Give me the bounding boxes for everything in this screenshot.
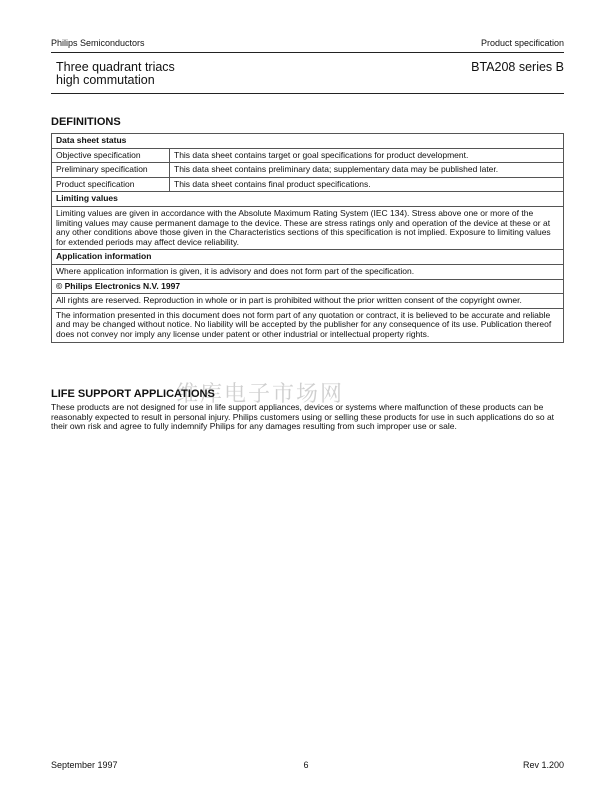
life-support-heading: LIFE SUPPORT APPLICATIONS bbox=[51, 388, 215, 400]
life-support-text: These products are not designed for use in life support appliances, devices or systems where malfunction of these products can be reasonably expected to result in personal injury. Philips customers using or selling these products for use in such applications do so at their own risk and agree to fully indemnify Philips for any damages resulting from such improper use or sale. bbox=[51, 402, 555, 432]
header-rule-top bbox=[51, 52, 564, 53]
limiting-values-heading: Limiting values bbox=[52, 192, 564, 207]
table-row bbox=[52, 134, 564, 149]
application-information-heading: Application information bbox=[52, 250, 564, 265]
data-sheet-status-heading: Data sheet status bbox=[52, 134, 564, 149]
title-line-1: Three quadrant triacs bbox=[56, 60, 175, 74]
table-row bbox=[52, 206, 564, 249]
part-number: BTA208 series B bbox=[471, 60, 564, 74]
table-row bbox=[52, 163, 564, 178]
status-text-objective: This data sheet contains target or goal specifications for product development. bbox=[170, 148, 564, 163]
footer-date: September 1997 bbox=[51, 760, 118, 770]
limiting-values-text: Limiting values are given in accordance with the Absolute Maximum Rating System (IEC 134). Stress above one or more of the limiting values may cause permanent damage to the device. These are stress ratings only and operation of the device at these or at any other conditions above those given in the Characteristics sections of this specification is not implied. Exposure to limiting values for extended periods may affect device reliability. bbox=[52, 206, 564, 249]
table-row bbox=[52, 148, 564, 163]
copyright-heading: © Philips Electronics N.V. 1997 bbox=[52, 279, 564, 294]
document-type: Product specification bbox=[480, 38, 564, 48]
status-text-preliminary: This data sheet contains preliminary data; supplementary data may be published later. bbox=[170, 163, 564, 178]
watermark-text: 维库电子市场网 bbox=[176, 382, 345, 407]
copyright-rights-text: All rights are reserved. Reproduction in whole or in part is prohibited without the prior written consent of the copyright owner. bbox=[52, 294, 564, 309]
status-label-objective: Objective specification bbox=[52, 148, 170, 163]
title-line-2: high commutation bbox=[56, 73, 155, 87]
page-number: 6 bbox=[303, 760, 309, 770]
company-name: Philips Semiconductors bbox=[51, 38, 145, 48]
table-row bbox=[52, 250, 564, 265]
header-rule-bottom bbox=[51, 93, 564, 94]
status-label-preliminary: Preliminary specification bbox=[52, 163, 170, 178]
definitions-heading: DEFINITIONS bbox=[51, 116, 121, 128]
table-row bbox=[52, 294, 564, 309]
table-row bbox=[52, 308, 564, 342]
copyright-disclaimer-text: The information presented in this document does not form part of any quotation or contract, it is believed to be accurate and reliable and may be changed without notice. No liability will be accepted by the publisher for any consequence of its use. Publication thereof does not convey nor imply any license under patent or other industrial or intellectual property rights. bbox=[52, 308, 564, 342]
status-text-product: This data sheet contains final product specifications. bbox=[170, 177, 564, 192]
application-information-text: Where application information is given, it is advisory and does not form part of the specification. bbox=[52, 264, 564, 279]
table-row bbox=[52, 177, 564, 192]
status-label-product: Product specification bbox=[52, 177, 170, 192]
table-row bbox=[52, 192, 564, 207]
document-title bbox=[56, 61, 175, 87]
table-row bbox=[52, 279, 564, 294]
definitions-table bbox=[51, 133, 564, 343]
footer-revision: Rev 1.200 bbox=[522, 760, 564, 770]
table-row bbox=[52, 264, 564, 279]
